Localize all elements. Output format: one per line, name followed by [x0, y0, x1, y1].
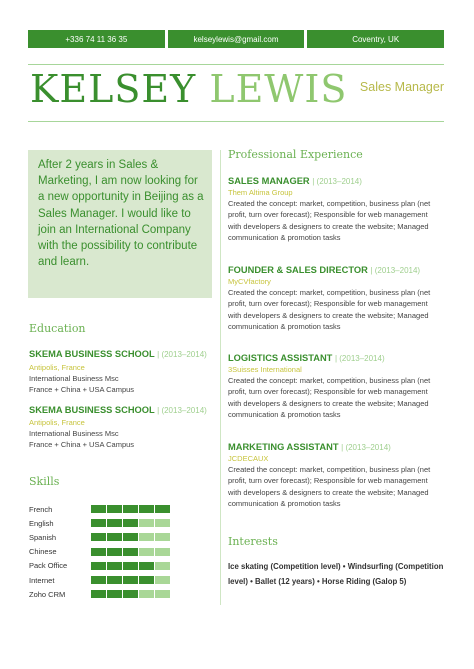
person-name	[30, 67, 348, 111]
education-place: Antipolis, France	[29, 418, 85, 427]
skill-block-filled	[107, 548, 122, 556]
skill-row	[29, 546, 179, 558]
job-company: 3Suisses International	[228, 365, 302, 374]
skill-level-bar	[91, 533, 170, 541]
column-divider	[220, 150, 221, 605]
education-degree: International Business Msc	[29, 429, 119, 438]
skill-block-empty	[139, 548, 154, 556]
first-name: KELSEY	[30, 67, 197, 111]
job-title-entry: MARKETING ASSISTANT | (2013–2014)	[228, 442, 391, 452]
skill-block-filled	[123, 519, 138, 527]
skill-block-filled	[155, 505, 170, 513]
skill-block-empty	[139, 533, 154, 541]
job-title-entry: FOUNDER & SALES DIRECTOR | (2013–2014)	[228, 265, 421, 275]
skill-block-filled	[139, 505, 154, 513]
skill-block-filled	[123, 505, 138, 513]
skill-row	[29, 588, 179, 600]
summary-box	[28, 150, 212, 298]
skill-block-filled	[107, 519, 122, 527]
job-company: MyCVfactory	[228, 277, 271, 286]
skill-block-filled	[91, 519, 106, 527]
skills-heading: Skills	[29, 475, 60, 488]
skill-block-filled	[107, 590, 122, 598]
skill-block-filled	[91, 562, 106, 570]
education-campus: France + China + USA Campus	[29, 440, 135, 449]
skill-row	[29, 531, 179, 543]
skill-row	[29, 503, 179, 515]
job-title-entry: SALES MANAGER | (2013–2014)	[228, 176, 362, 186]
skill-name: French	[29, 504, 53, 514]
header-bottom-rule	[28, 121, 444, 122]
skill-row	[29, 560, 179, 572]
contact-email: kelseylewis@gmail.com	[168, 30, 305, 48]
job-title-entry: LOGISTICS ASSISTANT | (2013–2014)	[228, 353, 385, 363]
skill-name: Pack Office	[29, 561, 68, 571]
skill-block-filled	[139, 576, 154, 584]
job-description: Created the concept: market, competition, business plan (net profit, turn over forecast); Responsible for web management with developers & designers to create the website; Managed communication & promotion tasks	[228, 199, 431, 243]
interests-heading: Interests	[228, 535, 278, 548]
job-description: Created the concept: market, competition, business plan (net profit, turn over forecast); Responsible for web management with developers & designers to create the website; Managed communication & promotion tasks	[228, 376, 431, 420]
job-company: JCDECAUX	[228, 454, 269, 463]
job-company: Them Altima Group	[228, 188, 293, 197]
job-description: Created the concept: market, competition, business plan (net profit, turn over forecast); Responsible for web management with developers & designers to create the website; Managed communication & promotion tasks	[228, 465, 431, 509]
skill-level-bar	[91, 519, 170, 527]
skill-block-empty	[139, 519, 154, 527]
contact-phone: +336 74 11 36 35	[28, 30, 165, 48]
skill-block-filled	[123, 562, 138, 570]
skill-block-filled	[123, 576, 138, 584]
skill-block-filled	[107, 576, 122, 584]
education-school: SKEMA BUSINESS SCHOOL | (2013–2014)	[29, 405, 207, 415]
skill-block-empty	[155, 548, 170, 556]
skill-level-bar	[91, 576, 170, 584]
contact-location: Coventry, UK	[307, 30, 444, 48]
skill-name: English	[29, 518, 54, 528]
education-campus: France + China + USA Campus	[29, 385, 135, 394]
skill-block-empty	[139, 590, 154, 598]
skill-block-empty	[155, 590, 170, 598]
skill-row	[29, 517, 179, 529]
skill-block-filled	[123, 548, 138, 556]
skill-block-filled	[91, 533, 106, 541]
contact-bar	[28, 30, 444, 48]
skill-row	[29, 574, 179, 586]
job-title: Sales Manager	[359, 80, 444, 94]
last-name: LEWIS	[209, 67, 348, 111]
skill-name: Zoho CRM	[29, 589, 66, 599]
skill-name: Internet	[29, 575, 55, 585]
experience-heading: Professional Experience	[228, 148, 363, 161]
skill-block-filled	[107, 533, 122, 541]
job-description: Created the concept: market, competition, business plan (net profit, turn over forecast); Responsible for web management with developers & designers to create the website; Managed communication & promotion tasks	[228, 288, 431, 332]
skill-block-empty	[155, 519, 170, 527]
skill-block-filled	[91, 505, 106, 513]
skill-level-bar	[91, 590, 170, 598]
skill-block-empty	[155, 533, 170, 541]
skill-block-filled	[91, 548, 106, 556]
skill-block-empty	[155, 562, 170, 570]
skill-level-bar	[91, 548, 170, 556]
education-degree: International Business Msc	[29, 374, 119, 383]
education-place: Antipolis, France	[29, 363, 85, 372]
skill-block-filled	[107, 562, 122, 570]
skill-name: Spanish	[29, 532, 57, 542]
skill-block-filled	[91, 576, 106, 584]
skill-block-filled	[91, 590, 106, 598]
skill-level-bar	[91, 562, 170, 570]
education-heading: Education	[29, 322, 86, 335]
skill-name: Chinese	[29, 547, 57, 557]
skill-level-bar	[91, 505, 170, 513]
skill-block-filled	[123, 590, 138, 598]
skill-block-filled	[123, 533, 138, 541]
summary-text: After 2 years in Sales & Marketing, I am now looking for a new opportunity in Beijing as a Sales Manager. I would like to join an International Company with the possibility to contribute and learn.	[38, 159, 204, 269]
interests-text: Ice skating (Competition level) • Windsurfing (Competition level) • Ballet (12 years) • Horse Riding (Galop 5)	[228, 562, 444, 587]
skill-block-empty	[155, 576, 170, 584]
education-school: SKEMA BUSINESS SCHOOL | (2013–2014)	[29, 349, 207, 359]
skill-block-filled	[139, 562, 154, 570]
header-top-rule	[28, 64, 444, 65]
skill-block-filled	[107, 505, 122, 513]
